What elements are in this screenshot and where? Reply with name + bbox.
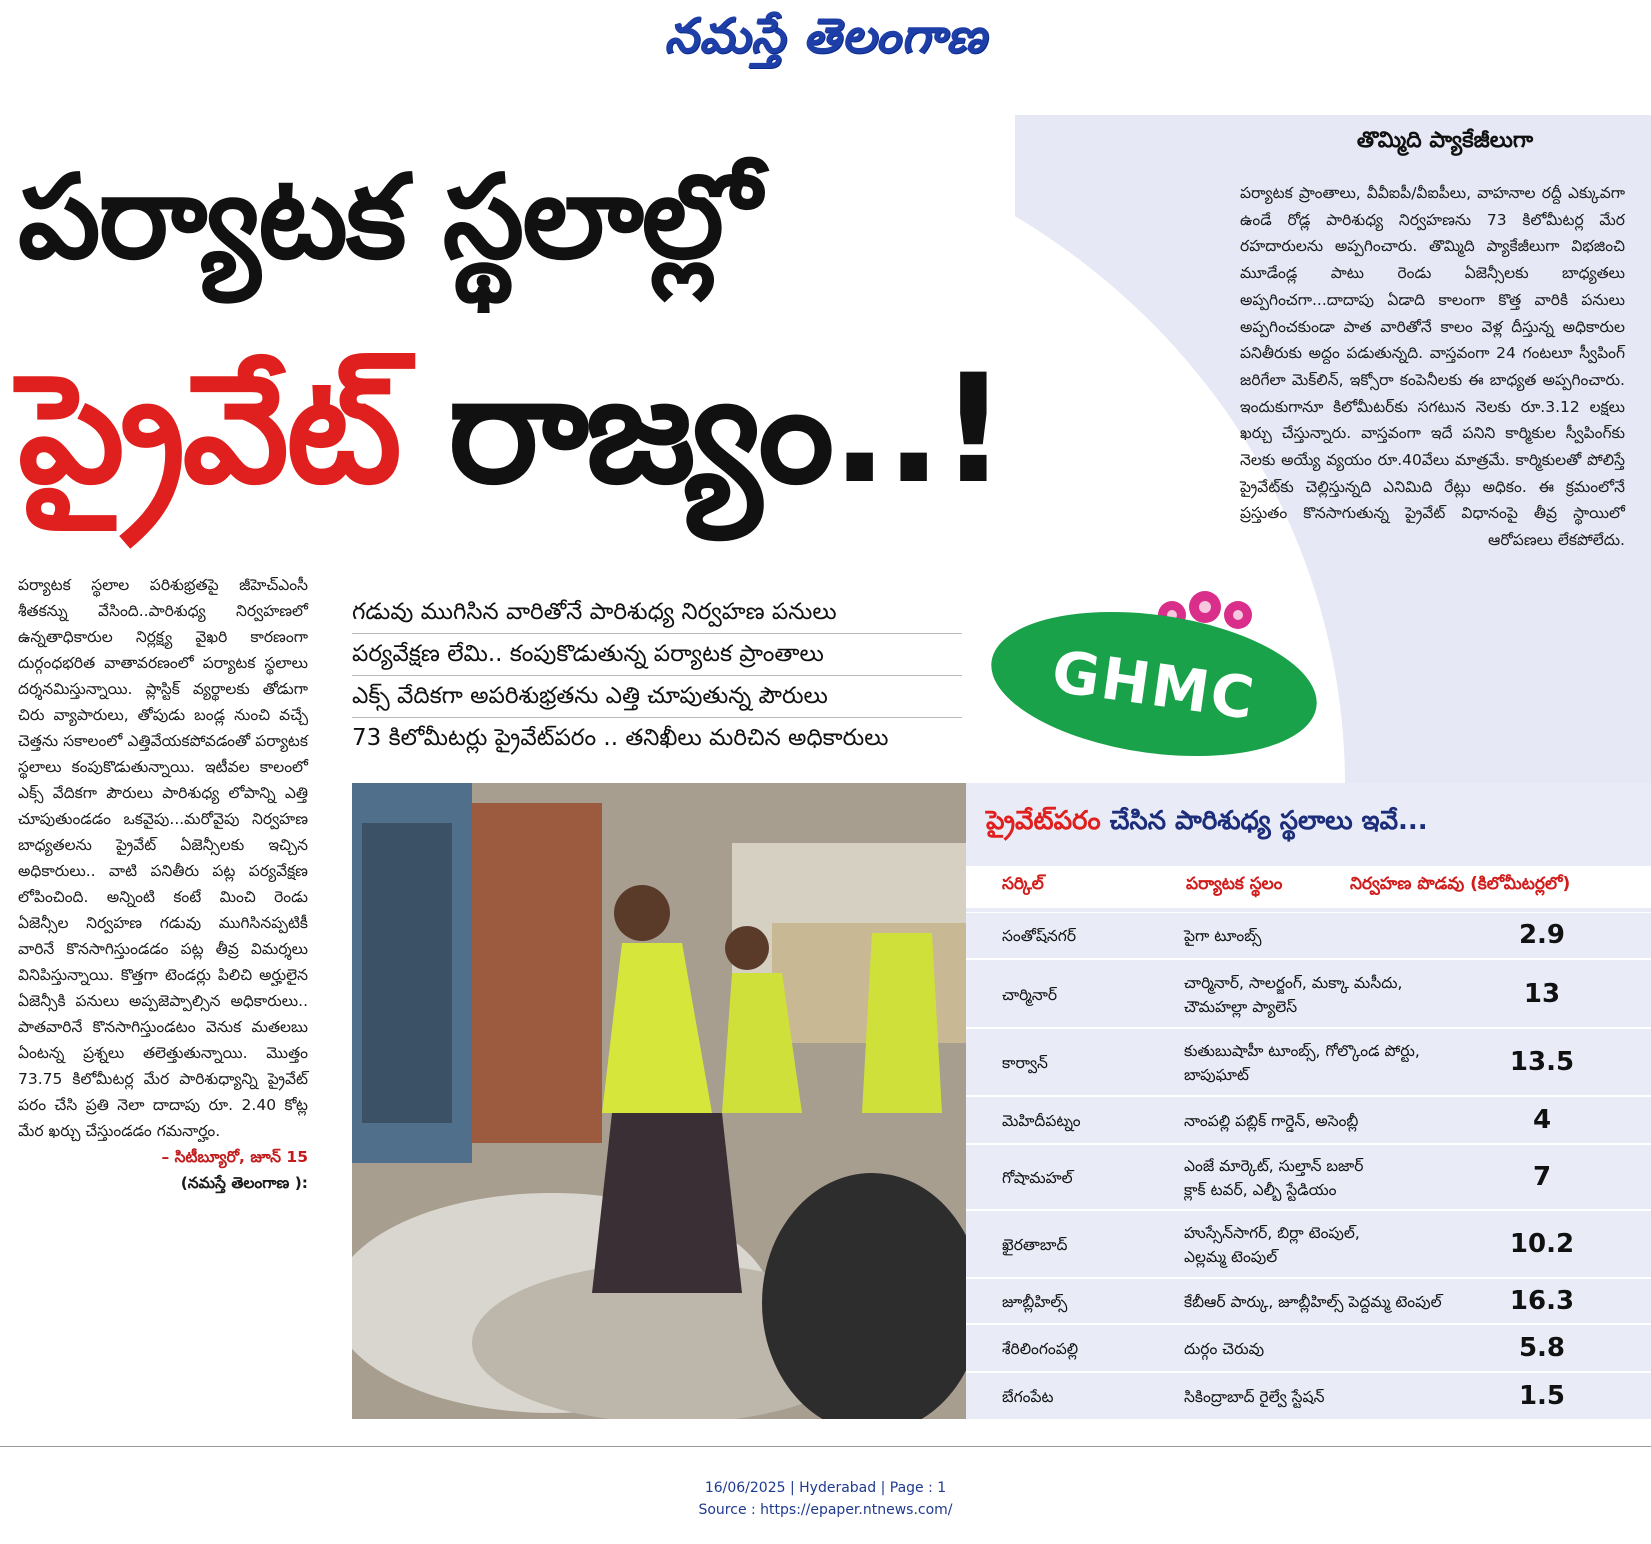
left-column (18, 572, 308, 1196)
table-cell-place-line: హుస్సేన్‌సాగర్, బిర్లా టెంపుల్, (1184, 1224, 1360, 1242)
table-cell-length: 5.8 (1518, 1333, 1566, 1363)
table-cell-place (1184, 1221, 1360, 1269)
footer-date-page: 16/06/2025 | Hyderabad | Page : 1 (704, 1480, 947, 1496)
sidebar-body: పర్యాటక ప్రాంతాలు, వీవీఐపీ/వీఐపీలు, వాహనాల రద్దీ ఎక్కువగా ఉండే రోడ్ల పారిశుధ్య నిర్వహణను 73 కిలోమీటర్ల మేర రహదారులను అప్పగించారు. తొమ్మిది ప్యాకేజీలుగా విభజించి మూడేండ్ల పాటు రెండు ఏజెన్సీలకు బాధ్యతలు అప్పగించగా...దాదాపు ఏడాది కాలంగా కొత్త వారికి పనులు అప్పగించకుండా పాత వారితోనే కాలం వెళ్ల దీస్తున్న అధికారుల పనితీరుకు అద్దం పడుతున్నది. వాస్తవంగా 24 గంటలూ స్వీపింగ్ జరిగేలా మెక్‌లిన్, ఇక్సోరా కంపెనీలకు ఈ బాధ్యత అప్పగించారు. ఇందుకుగానూ కిలోమీటర్‌కు సగటున నెలకు రూ.3.12 లక్షలు ఖర్చు చేస్తున్నారు. వాస్తవంగా ఇదే పనిని కార్మికుల స్వీపింగ్‌కు నెలకు అయ్యే వ్యయం రూ.40వేలు మాత్రమే. కార్మికులతో పోలిస్తే ప్రైవేట్‌కు చెల్లిస్తున్నది ఎనిమిది రేట్లు అధికం. ఈ క్రమంలోనే ప్రస్తుతం కొనసాగుతున్న ప్రైవేట్ విధానంపై తీవ్ర స్థాయిలో ఆరోపణలు లేకపోలేదు. (1240, 184, 1625, 550)
table-cell-circle: ఖైరతాబాద్ (1002, 1236, 1068, 1254)
table-row (966, 1143, 1651, 1211)
table-cell-circle: గోషామహల్ (1002, 1169, 1073, 1187)
table-cell-place (1184, 1290, 1442, 1314)
subhead-4: 73 కిలోమీటర్లు ప్రైవేట్‌పరం .. తనిఖీలు మరిచిన అధికారులు (352, 725, 889, 751)
table-cell-circle: మెహిదీపట్నం (1002, 1112, 1081, 1130)
table-cell-circle: సంతోష్‌నగర్ (1002, 927, 1077, 945)
table-cell-place-line: కుతుబుషాహీ టూంబ్స్, గోల్కొండ పోర్టు, (1184, 1042, 1420, 1060)
table-cell-place (1184, 1337, 1264, 1361)
sidebar-title: తొమ్మిది ప్యాకేజీలుగా (1356, 128, 1534, 153)
table-cell-place-line: సికింద్రాబాద్ రైల్వే స్టేషన్ (1184, 1388, 1325, 1406)
table-cell-length: 1.5 (1518, 1381, 1566, 1411)
table-cell-length: 16.3 (1509, 1286, 1575, 1316)
table-cell-length: 7 (1532, 1162, 1552, 1192)
subheads (352, 592, 962, 759)
table-header-length: నిర్వహణ పొడవు (కిలోమీటర్లలో) (1350, 874, 1571, 894)
news-photo (352, 783, 966, 1419)
table-row (966, 1027, 1651, 1097)
photo-illustration (352, 783, 966, 1419)
table-cell-place (1184, 924, 1261, 948)
table-cell-place-line: చార్మినార్, సాలర్జంగ్, మక్కా మసీదు, (1184, 973, 1403, 992)
subhead-2: పర్యవేక్షణ లేమి.. కంపుకొడుతున్న పర్యాటక ప్రాంతాలు (352, 634, 962, 676)
table-cell-circle: శేరిలింగంపల్లి (1002, 1340, 1079, 1358)
table-cell-place-line: బాపుఘాట్ (1184, 1066, 1249, 1084)
table-cell-place-line: ఎల్లమ్మ టెంపుల్ (1184, 1248, 1278, 1266)
headline-line-2 (18, 343, 1005, 517)
table-cell-place-line: చౌమహల్లా ప్యాలెస్ (1184, 997, 1298, 1016)
headline-black-word: రాజ్యం..! (398, 343, 1005, 517)
footer-source: Source : https://epaper.ntnews.com/ (698, 1502, 953, 1518)
table-header-place: పర్యాటక స్థలం (1186, 874, 1283, 894)
table-cell-place (1184, 1385, 1324, 1409)
table-row (966, 1277, 1651, 1325)
masthead: నమస్తే తెలంగాణ (664, 8, 987, 64)
table-cell-place (1184, 971, 1402, 1019)
table-cell-place-line: ఎంజే మార్కెట్, సుల్తాన్ బజార్ (1184, 1157, 1364, 1175)
table-cell-place-line: దుర్గం చెరువు (1184, 1340, 1265, 1358)
table-title (986, 806, 1636, 842)
footer-divider (0, 1446, 1651, 1447)
ghmc-logo: GHMC (982, 593, 1326, 775)
table-title-rest: చేసిన పారిశుధ్య స్థలాలు ఇవే... (1100, 806, 1428, 836)
table-cell-circle: కార్వాన్ (1002, 1054, 1048, 1072)
table-row (966, 912, 1651, 959)
table-row (966, 1209, 1651, 1279)
table-title-red: ప్రైవేట్‌పరం (986, 806, 1101, 836)
table-cell-place-line: నాంపల్లి పబ్లిక్ గార్డెన్, అసెంబ్లీ (1184, 1112, 1359, 1130)
table-cell-place-line: కేబీఆర్ పార్కు, జూబ్లీహిల్స్ పెద్దమ్మ టెంపుల్ (1184, 1293, 1442, 1311)
table-row (966, 1323, 1651, 1373)
table-cell-place (1184, 1109, 1358, 1133)
byline-source: (నమస్తే తెలంగాణ ): (180, 1174, 308, 1192)
table-row (966, 958, 1651, 1029)
headline-line-1: పర్యాటక స్థలాల్లో (18, 150, 760, 285)
table-cell-length: 13.5 (1509, 1047, 1575, 1077)
table-cell-place (1184, 1154, 1363, 1202)
table-cell-length: 2.9 (1518, 920, 1566, 950)
subhead-1: గడువు ముగిసిన వారితోనే పారిశుధ్య నిర్వహణ పనులు (352, 592, 962, 634)
table-cell-place (1184, 1039, 1420, 1087)
byline: – సిటీబ్యూరో, జూన్ 15 (161, 1148, 308, 1166)
table-cell-circle: జూబ్లీహిల్స్ (1002, 1293, 1068, 1311)
table-cell-length: 10.2 (1509, 1229, 1575, 1259)
table-row (966, 1371, 1651, 1421)
table-cell-place-line: క్లాక్ టవర్, ఎల్బీ స్టేడియం (1184, 1181, 1337, 1199)
table-row (966, 1095, 1651, 1145)
table-cell-length: 4 (1532, 1105, 1552, 1135)
subhead-3: ఎక్స్ వేదికగా అపరిశుభ్రతను ఎత్తి చూపుతున్న పౌరులు (352, 676, 962, 718)
table-header-circle: సర్కిల్ (1002, 874, 1044, 894)
left-column-body: పర్యాటక స్థలాల పరిశుభ్రతపై జీహెచ్ఎంసీ శీతకన్ను వేసింది..పారిశుధ్య నిర్వహణలో ఉన్నతాధికారుల నిర్లక్ష్య వైఖరి కారణంగా దుర్గంధభరిత వాతావరణంలో పర్యాటక స్థలాలు దర్శనమిస్తున్నాయి. ప్లాస్టిక్ వ్యర్థాలకు తోడుగా చిరు వ్యాపారులు, తోపుడు బండ్ల నుంచి వచ్చే చెత్తను సకాలంలో ఎత్తివేయకపోవడంతో పర్యాటక స్థలాలు కంపుకొడుతున్నాయి. ఇటీవల కాలంలో ఎక్స్ వేదికగా పౌరులు పారిశుధ్య లోపాన్ని ఎత్తి చూపుతుండడం ఒకవైపు...మరోవైపు నిర్వహణ బాధ్యతలను ప్రైవేట్ ఏజెన్సీలకు ఇచ్చిన అధికారులు.. వాటి పనితీరు పట్ల పర్యవేక్షణ లోపించింది. అన్నింటి కంటే మించి రెండు ఏజెన్సీల నిర్వహణ గడువు ముగిసినప్పటికీ వారినే కొనసాగిస్తుండడం పట్ల తీవ్ర విమర్శలు వినిపిస్తున్నాయి. కొత్తగా టెండర్లు పిలిచి అర్హులైన ఏజెన్సీకి పనులు అప్పజెప్పాల్సిన అధికారులు.. పాతవారినే కొనసాగిస్తుండటం వెనుక మతలబు ఏంటన్న ప్రశ్నలు తలెత్తుతున్నాయి. మొత్తం 73.75 కిలోమీటర్ల మేర పారిశుధ్యాన్ని ప్రైవేట్ పరం చేసి ప్రతి నెలా దాదాపు రూ. 2.40 కోట్ల మేర ఖర్చు చేస్తుండడం గమనార్హం. (18, 576, 308, 1140)
headline-red-word: ప్రైవేట్ (18, 343, 399, 517)
table-cell-place-line: పైగా టూంబ్స్ (1184, 927, 1262, 945)
table-cell-circle: చార్మినార్ (1002, 985, 1058, 1004)
table-cell-length: 13 (1523, 978, 1561, 1009)
table-cell-circle: బేగంపేట (1002, 1388, 1054, 1406)
